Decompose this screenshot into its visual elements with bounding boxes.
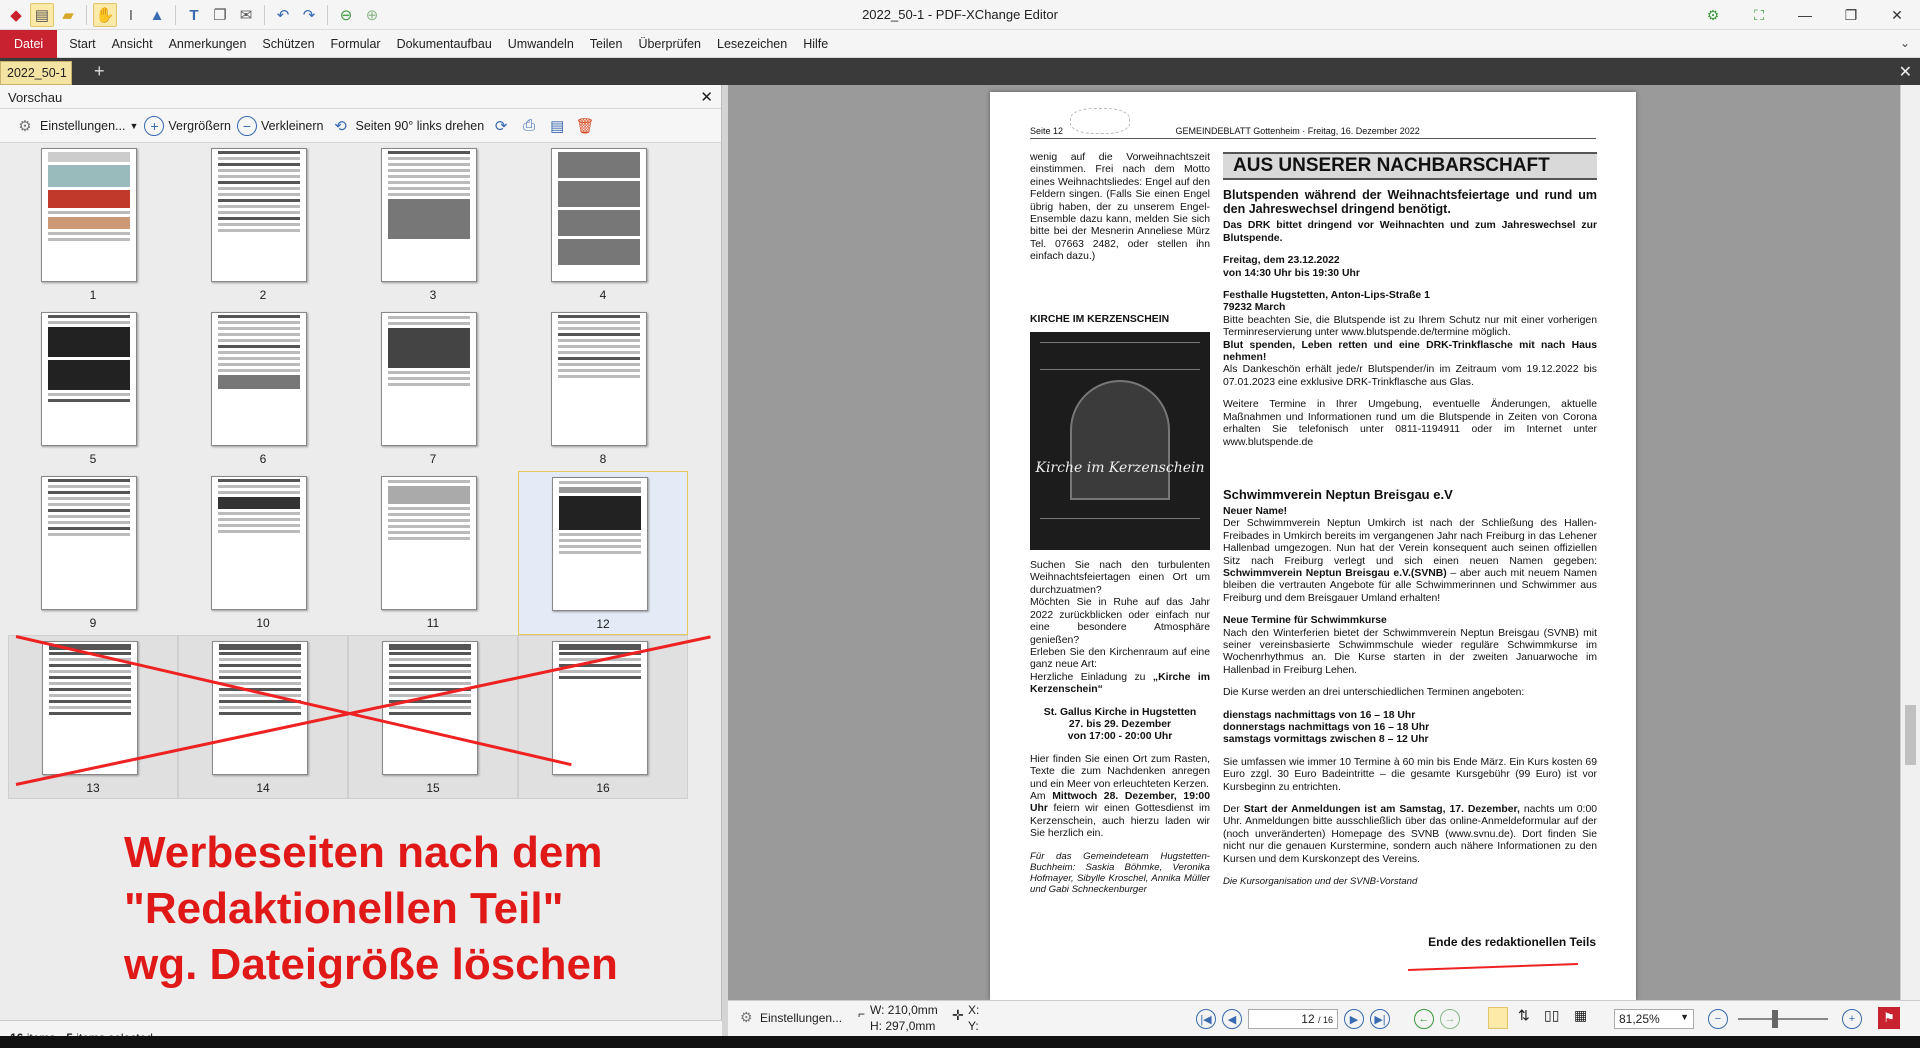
blut-text: Weitere Termine in Ihrer Umgebung, eventuelle Änderungen, aktuelle Maßnahmen und Informationen rund um die Blutspende in Zeiten von Corona erhalten Sie telefonisch unter 0811-1194911 oder im Internet unter www.blutspende.de xyxy=(1223,399,1597,448)
settings-gear-icon[interactable]: ⚙ xyxy=(1706,6,1720,23)
page-number: 1 xyxy=(89,288,97,302)
schwimm-signature: Die Kursorganisation und der SVNB-Vorstand xyxy=(1223,876,1418,888)
viewer-status-bar xyxy=(728,1000,1920,1036)
thumbnail-page[interactable] xyxy=(518,307,688,471)
thumbnails-panel xyxy=(0,85,722,1048)
page-number: 6 xyxy=(259,452,267,466)
thumbnail-grid xyxy=(8,143,688,879)
cursor-x: X: xyxy=(968,1003,980,1017)
intro-paragraph: wenig auf die Vorweihnachtszeit einstimmen. Frei nach dem Motto eines Weihnachtsliedes: Engel auf den Feldern singen. (Falls Sie einen Engel übrig haben, der zu unserem Engel-Ensemble dazu kann, melden Sie sich bitte bei der Mesnerin Anneliese Mürz Tel. 07663 2482, oder stellen ihn einfach dazu.) xyxy=(1030,152,1210,263)
page-thumbnail-image xyxy=(382,641,478,775)
rotate-left-icon: ⟲ xyxy=(334,117,347,135)
blut-text-bold: Blut spenden, Leben retten und eine DRK-Trinkflasche mit nach Haus nehmen! xyxy=(1223,339,1597,364)
vertical-scrollbar[interactable] xyxy=(1900,85,1920,1000)
schwimm-text: – aber auch mit neuem Namen bleiben die vertrauten Angebote für alle Schwimmerinnen und Schwimmer aus Freiburg und dem Breisgauer Umland erhalten! xyxy=(1223,567,1598,604)
facing-layout-icon[interactable]: ▯▯ xyxy=(1544,1007,1560,1023)
kirche-text: Erleben Sie den Kirchenraum auf eine ganz neue Art: xyxy=(1030,646,1210,671)
schwimm-text: nachts um 0:00 Uhr. Anmeldungen bitte ausschließlich über das online-Anmeldeformular auf der (noch unveränderten) Homepage des SVNB (www.svnu.de). Dort finden Sie nicht nur die genauen Kurstermine, sondern auch nähere Informationen zu den Kursen und dem Kurskonzept des Vereins. xyxy=(1223,804,1598,865)
typewriter-icon[interactable]: T xyxy=(189,6,199,24)
left-column xyxy=(1030,152,1210,895)
new-tab-icon[interactable]: + xyxy=(94,61,105,81)
hand-tool-icon[interactable]: ✋ xyxy=(93,3,117,27)
menu-lesezeichen[interactable]: Lesezeichen xyxy=(717,36,788,51)
menu-hilfe[interactable]: Hilfe xyxy=(803,36,829,51)
section-banner: AUS UNSERER NACHBARSCHAFT xyxy=(1223,152,1597,180)
kirche-text: Hier finden Sie einen Ort zum Rasten, Texte die zum Nachdenken anregen und ein Meer von erleuchteten Kerzen. xyxy=(1030,753,1210,790)
chevron-down-icon: ▼ xyxy=(129,120,139,131)
menu-datei[interactable]: Datei xyxy=(0,30,57,58)
page-number: 10 xyxy=(256,616,270,630)
page-thumbnail-image xyxy=(381,476,477,610)
menu-ueberpruefen[interactable]: Überprüfen xyxy=(638,36,701,51)
annotation-text xyxy=(124,825,618,993)
settings-dropdown[interactable] xyxy=(14,115,138,137)
thumbnail-page[interactable] xyxy=(178,471,348,635)
thumbnail-page[interactable] xyxy=(348,471,518,635)
pdf-page xyxy=(990,92,1636,1000)
thumbnail-page[interactable] xyxy=(8,143,178,307)
page-height: H: 297,0mm xyxy=(870,1019,936,1033)
zoom-out-icon[interactable]: − xyxy=(1708,1009,1728,1029)
page-size-icon: ⌐ xyxy=(858,1007,866,1021)
minus-icon: − xyxy=(237,116,257,136)
page-number: 11 xyxy=(426,616,440,630)
gear-icon: ⚙ xyxy=(18,117,32,135)
last-page-icon[interactable]: ▶| xyxy=(1370,1009,1390,1029)
taskbar-edge xyxy=(0,1036,1920,1048)
schwimm-new-name: Schwimmverein Neptun Breisgau e.V.(SVNB) xyxy=(1223,567,1447,579)
zoom-out-button[interactable] xyxy=(237,116,324,136)
menu-ansicht[interactable]: Ansicht xyxy=(111,36,153,51)
annotation-line: Werbeseiten nach dem xyxy=(124,828,603,877)
print-icon[interactable]: ⎙ xyxy=(523,117,536,134)
previous-page-icon[interactable]: ◀ xyxy=(1222,1009,1242,1029)
right-column xyxy=(1223,152,1597,887)
new-document-icon[interactable]: ▤ xyxy=(30,3,54,27)
fullscreen-icon[interactable]: ⛶ xyxy=(1754,6,1764,23)
menu-anmerkungen[interactable]: Anmerkungen xyxy=(168,36,247,51)
close-document-icon[interactable]: ✕ xyxy=(1898,64,1912,81)
blut-heading: Blutspenden während der Weihnachtsfeiertage und rund um den Jahreswechsel dringend benötigt. xyxy=(1223,188,1597,217)
minimize-button[interactable]: — xyxy=(1798,7,1812,23)
single-page-layout-icon[interactable] xyxy=(1488,1007,1508,1029)
header-title: GEMEINDEBLATT Gottenheim · Freitag, 16. Dezember 2022 xyxy=(1175,126,1420,136)
kirche-text: Herzliche Einladung zu xyxy=(1030,671,1153,683)
blut-subheading: Das DRK bittet dringend vor Weihnachten und zum Jahreswechsel zur Blutspende. xyxy=(1223,220,1597,244)
current-page: 12 xyxy=(1301,1012,1315,1026)
title-bar xyxy=(0,0,1920,30)
thumbnail-page-selected[interactable] xyxy=(518,471,688,635)
kirche-heading: KIRCHE IM KERZENSCHEIN xyxy=(1030,313,1170,325)
blut-text: Bitte beachten Sie, die Blutspende ist zu Ihrem Schutz nur mit einer vorherigen Terminreservierung unter www.blutspende.de/termine möglich. xyxy=(1223,314,1597,339)
schwimm-text: Der xyxy=(1223,804,1244,816)
blut-date: Freitag, dem 23.12.2022 xyxy=(1223,255,1340,267)
thumbnail-page[interactable] xyxy=(518,143,688,307)
poster-caption: Kirche im Kerzenschein xyxy=(1035,460,1205,477)
panel-toolbar xyxy=(0,109,721,143)
close-panel-icon[interactable]: ✕ xyxy=(700,89,713,106)
zoom-in-icon[interactable]: + xyxy=(1842,1009,1862,1029)
page-number: 5 xyxy=(89,452,97,466)
page-number: 14 xyxy=(256,781,270,795)
menu-formular[interactable]: Formular xyxy=(330,36,381,51)
view-settings-dropdown[interactable]: Einstellungen... xyxy=(760,1011,843,1025)
rotate-label: Seiten 90° links drehen xyxy=(355,118,485,133)
page-number: 7 xyxy=(429,452,437,466)
thumbnail-page[interactable] xyxy=(178,307,348,471)
header-page-number: Seite 12 xyxy=(1030,126,1064,136)
page-thumbnail-image xyxy=(41,148,137,282)
blut-place: Festhalle Hugstetten, Anton-Lips-Straße 1 xyxy=(1223,290,1430,302)
page-number: 9 xyxy=(89,616,97,630)
zoom-in-label: Vergrößern xyxy=(168,118,231,133)
total-pages: / 16 xyxy=(1317,1015,1333,1025)
menu-teilen[interactable]: Teilen xyxy=(589,36,623,51)
email-icon[interactable]: ✉ xyxy=(239,7,253,24)
schwimm-term: donnerstags nachmittags von 16 – 18 Uhr xyxy=(1223,722,1430,733)
page-number: 16 xyxy=(596,781,610,795)
thumbnail-page[interactable] xyxy=(178,143,348,307)
window-controls xyxy=(1690,0,1920,30)
gear-icon: ⚙ xyxy=(740,1009,753,1025)
kirche-poster-image xyxy=(1030,332,1210,550)
next-view-icon[interactable]: → xyxy=(1440,1009,1460,1029)
blut-text: Als Dankeschön erhält jede/r Blutspender/in im Zeitraum vom 19.12.2022 bis 07.01.2023 eine exklusive DRK-Trinkflasche aus Glas. xyxy=(1223,364,1597,388)
page-header xyxy=(1030,126,1596,139)
page-thumbnail-image xyxy=(212,641,308,775)
page-number: 4 xyxy=(599,288,607,302)
page-thumbnail-image xyxy=(381,312,477,446)
panel-title: Vorschau xyxy=(8,90,63,105)
kirche-place: St. Gallus Kirche in Hugstetten xyxy=(1043,706,1197,718)
close-button[interactable]: ✕ xyxy=(1891,6,1903,23)
schwimm-subheading: Neuer Name! xyxy=(1223,505,1288,517)
schwimm-text: Der Schwimmverein Neptun Umkirch ist nach der Schließung des Hallen-Freibades in Umkirch bereits im vergangenen Jahr nach Freiburg in das Lehener Hallenbad umgezogen. Nun hat der Verein konsequent auch seinen offiziellen Sitz nach Freiburg verlegt und sich einen neuen Namen gegeben: xyxy=(1223,518,1597,567)
copy-icon[interactable]: ❐ xyxy=(213,7,227,24)
page-thumbnail-image xyxy=(211,148,307,282)
kirche-dates: 27. bis 29. Dezember xyxy=(1068,718,1172,730)
rotate-left-button[interactable] xyxy=(329,115,484,137)
kirche-text: Am xyxy=(1030,790,1053,802)
first-page-icon[interactable]: |◀ xyxy=(1196,1009,1216,1029)
zoom-slider[interactable] xyxy=(1738,1018,1828,1020)
kirche-times: von 17:00 - 20:00 Uhr xyxy=(1067,731,1173,743)
stamp-icon[interactable]: ▲ xyxy=(149,6,165,24)
menu-umwandeln[interactable]: Umwandeln xyxy=(507,36,574,51)
kirche-event-name: „Kirche im Kerzenschein“ xyxy=(1030,671,1210,696)
kirche-text: Möchten Sie in Ruhe auf das Jahr 2022 zurückblicken oder einfach nur eine besondere Atmosphäre genießen? xyxy=(1030,597,1210,646)
page-properties-icon[interactable]: ▤ xyxy=(550,117,565,135)
page-number: 12 xyxy=(596,617,610,631)
end-of-editorial-label: Ende des redaktionellen Teils xyxy=(1428,935,1596,949)
back-icon[interactable]: ⊖ xyxy=(339,7,353,24)
previous-view-icon[interactable]: ← xyxy=(1414,1009,1434,1029)
menu-schuetzen[interactable]: Schützen xyxy=(262,36,315,51)
rotate-right-icon[interactable]: ⟳ xyxy=(494,117,508,135)
kirche-text: feiern wir einen Gottesdienst im Kerzenschein, auch hierzu laden wir Sie herzlich ein. xyxy=(1030,803,1210,840)
delete-trash-icon[interactable]: 🗑 xyxy=(575,117,595,135)
page-thumbnail-image xyxy=(211,312,307,446)
chevron-down-icon: ▼ xyxy=(1680,1012,1689,1022)
schwimm-start-date: Start der Anmeldungen ist am Samstag, 17. Dezember, xyxy=(1243,804,1520,816)
blut-zip: 79232 March xyxy=(1223,302,1286,314)
scroll-thumb[interactable] xyxy=(1905,705,1916,765)
zoom-slider-handle[interactable] xyxy=(1772,1010,1778,1028)
page-thumbnail-image xyxy=(551,148,647,282)
thumbnail-page[interactable] xyxy=(348,307,518,471)
open-folder-icon[interactable]: ▰ xyxy=(62,7,74,24)
pdf-icon[interactable]: ⚑ xyxy=(1878,1007,1900,1029)
annotation-line: wg. Dateigröße löschen xyxy=(124,940,618,989)
thumbnail-page[interactable] xyxy=(8,471,178,635)
page-thumbnail-image xyxy=(211,476,307,610)
red-underline-annotation xyxy=(1408,963,1578,971)
redo-icon[interactable]: ↷ xyxy=(302,7,316,24)
crosshair-icon: ✛ xyxy=(952,1007,964,1023)
page-number: 2 xyxy=(259,288,267,302)
forward-icon[interactable]: ⊕ xyxy=(365,7,379,24)
zoom-out-label: Verkleinern xyxy=(260,118,324,133)
chevron-down-icon[interactable]: ⌄ xyxy=(1899,36,1910,50)
plus-icon: + xyxy=(144,116,164,136)
app-logo-icon[interactable]: ◆ xyxy=(10,7,22,24)
page-thumbnail-image xyxy=(41,476,137,610)
cursor-y: Y: xyxy=(968,1019,979,1033)
page-number: 15 xyxy=(426,781,440,795)
page-thumbnail-image xyxy=(381,148,477,282)
continuous-layout-icon[interactable]: ⇅ xyxy=(1518,1007,1530,1023)
document-tab-strip xyxy=(0,58,1920,85)
panel-header xyxy=(0,85,721,109)
window-title: 2022_50-1 - PDF-XChange Editor xyxy=(862,7,1058,22)
schwimm-text: Nach den Winterferien bietet der Schwimmverein Neptun Breisgau (SVNB) mit seiner vereinsbasierte Schwimmschule wieder reguläre Schwimmkurse im Wochenrhythmus an. Die Kurse starten in der zweiten Januarwoche im Hallenbad in Freiburg Lehen. xyxy=(1223,627,1597,676)
schwimm-term: dienstags nachmittags von 16 – 18 Uhr xyxy=(1223,709,1416,721)
zoom-level-dropdown[interactable] xyxy=(1614,1009,1694,1029)
menu-dokumentaufbau[interactable]: Dokumentaufbau xyxy=(396,36,492,51)
schwimm-heading: Schwimmverein Neptun Breisgau e.V xyxy=(1223,486,1453,502)
menu-start[interactable]: Start xyxy=(69,36,96,51)
restore-button[interactable]: ❐ xyxy=(1844,6,1858,23)
blut-time: von 14:30 Uhr bis 19:30 Uhr xyxy=(1223,267,1360,279)
thumbnail-page[interactable] xyxy=(8,307,178,471)
menu-bar xyxy=(0,30,1920,58)
page-number-input[interactable] xyxy=(1248,1009,1338,1029)
page-number: 3 xyxy=(429,288,437,302)
page-width: W: 210,0mm xyxy=(870,1003,938,1017)
page-thumbnail-image xyxy=(41,312,137,446)
settings-label: Einstellungen... xyxy=(40,118,126,133)
thumbnail-page[interactable] xyxy=(348,143,518,307)
next-page-icon[interactable]: ▶ xyxy=(1344,1009,1364,1029)
annotation-line: "Redaktionellen Teil" xyxy=(124,884,564,933)
undo-icon[interactable]: ↶ xyxy=(276,7,290,24)
schwimm-text: Die Kurse werden an drei unterschiedlichen Terminen angeboten: xyxy=(1223,687,1525,699)
page-number: 13 xyxy=(86,781,100,795)
select-text-icon[interactable]: I xyxy=(128,6,134,24)
page-thumbnail-image xyxy=(551,312,647,446)
page-number: 8 xyxy=(599,452,607,466)
schwimm-term: samstags vormittags zwischen 8 – 12 Uhr xyxy=(1223,734,1429,746)
zoom-in-button[interactable] xyxy=(144,116,231,136)
schwimm-text: Sie umfassen wie immer 10 Termine à 60 min bis Ende März. Ein Kurs kosten 69 Euro zzgl. 30 Euro Badeintritte – die gesamte Kursgebühr (99 Euro) ist vor Kursbeginn zu entrichten. xyxy=(1223,756,1597,793)
schwimm-subheading: Neue Termine für Schwimmkurse xyxy=(1223,615,1387,627)
zoom-value: 81,25% xyxy=(1619,1012,1660,1026)
thumbnail-page-selected[interactable] xyxy=(8,635,178,799)
page-thumbnail-image xyxy=(552,477,648,611)
document-tab[interactable]: 2022_50-1 xyxy=(0,61,72,85)
kirche-gottesdienst-date: Mittwoch 28. Dezember, 19:00 Uhr xyxy=(1030,790,1210,815)
kirche-text: Suchen Sie nach den turbulenten Weihnachtsfeiertagen einen Ort um durchzuatmen? xyxy=(1030,560,1210,596)
facing-continuous-icon[interactable]: ▦ xyxy=(1574,1007,1588,1023)
kirche-signature: Für das Gemeindeteam Hugstetten-Buchheim: Saskia Böhmke, Veronika Hofmayer, Sibylle Kroschel, Annika Müller und Gabi Schneckenburger xyxy=(1030,850,1210,895)
